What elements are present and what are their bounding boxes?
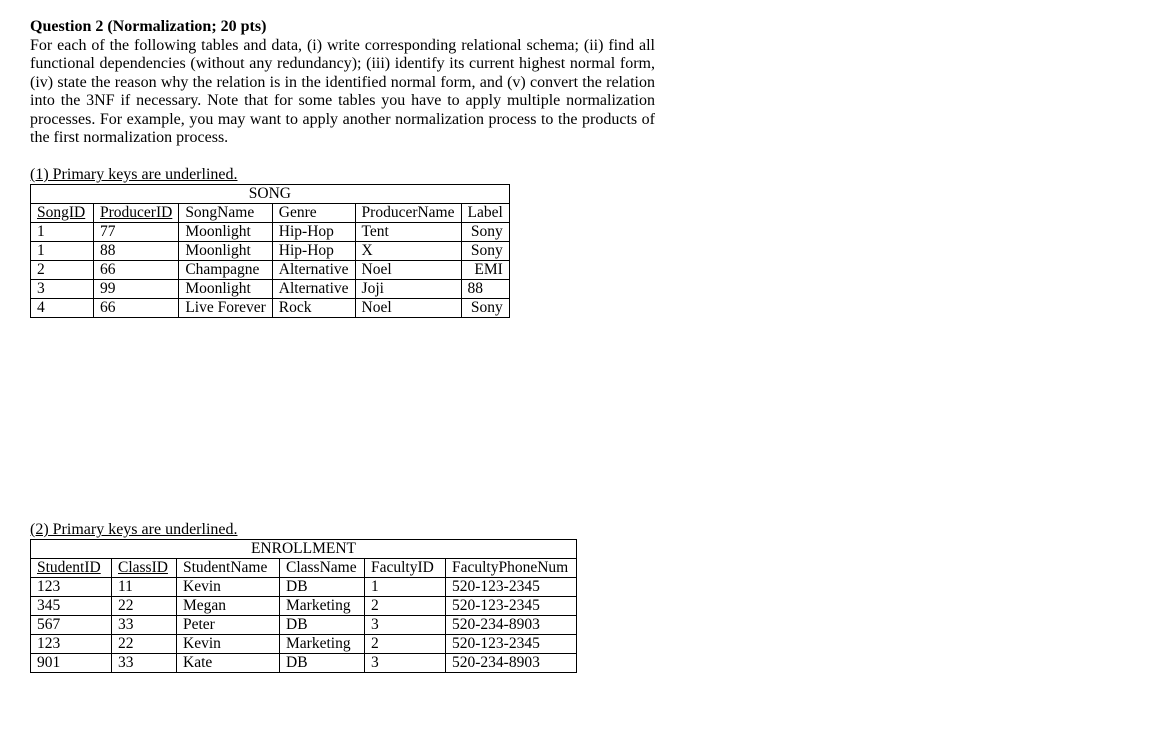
cell: 520-234-8903 xyxy=(446,654,577,673)
enrollment-col-classname: ClassName xyxy=(280,559,365,578)
cell: Noel xyxy=(355,299,461,318)
cell: 3 xyxy=(365,616,446,635)
enrollment-table xyxy=(30,539,577,673)
cell: Noel xyxy=(355,261,461,280)
cell: X xyxy=(355,242,461,261)
cell: 3 xyxy=(365,654,446,673)
cell: Kate xyxy=(177,654,280,673)
part1-heading xyxy=(30,166,237,184)
enrollment-col-facultyid: FacultyID xyxy=(365,559,446,578)
enrollment-col-studentname: StudentName xyxy=(177,559,280,578)
cell: 2 xyxy=(365,635,446,654)
table-row xyxy=(31,635,577,654)
cell: 99 xyxy=(94,280,179,299)
cell: 1 xyxy=(365,578,446,597)
cell: 3 xyxy=(31,280,94,299)
part2-heading-text: (2) Primary keys are underlined. xyxy=(30,521,238,538)
table-row xyxy=(31,616,577,635)
cell: 4 xyxy=(31,299,94,318)
cell: 520-123-2345 xyxy=(446,597,577,616)
enrollment-col-classid: ClassID xyxy=(112,559,177,578)
table-row xyxy=(31,299,510,318)
song-col-songid: SongID xyxy=(31,204,94,223)
song-col-label: Label xyxy=(461,204,509,223)
cell: Joji xyxy=(355,280,461,299)
cell: 33 xyxy=(112,654,177,673)
cell: 1 xyxy=(31,223,94,242)
table-row xyxy=(31,654,577,673)
cell: 520-123-2345 xyxy=(446,578,577,597)
cell: 88 xyxy=(461,280,509,299)
cell: 66 xyxy=(94,299,179,318)
cell: 11 xyxy=(112,578,177,597)
song-col-producerid: ProducerID xyxy=(94,204,179,223)
cell: Alternative xyxy=(272,280,355,299)
cell: Sony xyxy=(461,299,509,318)
table-row xyxy=(31,242,510,261)
enrollment-header-row xyxy=(31,559,577,578)
cell: Moonlight xyxy=(179,280,272,299)
cell: DB xyxy=(280,616,365,635)
cell: Tent xyxy=(355,223,461,242)
part1-heading-text: (1) Primary keys are underlined. xyxy=(30,166,238,183)
cell: 123 xyxy=(31,635,112,654)
cell: 88 xyxy=(94,242,179,261)
song-header-row xyxy=(31,204,510,223)
cell: Hip-Hop xyxy=(272,242,355,261)
cell: Megan xyxy=(177,597,280,616)
table-row xyxy=(31,261,510,280)
cell: Champagne xyxy=(179,261,272,280)
song-table xyxy=(30,184,510,318)
cell: Live Forever xyxy=(179,299,272,318)
song-table-name: SONG xyxy=(31,185,510,204)
song-col-genre: Genre xyxy=(272,204,355,223)
cell: 567 xyxy=(31,616,112,635)
cell: 2 xyxy=(365,597,446,616)
cell: Peter xyxy=(177,616,280,635)
cell: Hip-Hop xyxy=(272,223,355,242)
cell: Moonlight xyxy=(179,242,272,261)
table-row xyxy=(31,223,510,242)
enrollment-table-name: ENROLLMENT xyxy=(31,540,577,559)
cell: 77 xyxy=(94,223,179,242)
enrollment-col-studentid: StudentID xyxy=(31,559,112,578)
cell: 1 xyxy=(31,242,94,261)
question-instructions: For each of the following tables and data, (i) write corresponding relational schema; (ii) find all functional dependencies (without any redundancy); (iii) identify its current highest normal form, (iv) state the reason why the relation is in the identified normal form, and (v) convert the relation into the 3NF if necessary. Note that for some tables you have to apply multiple normalization processes. For example, you may want to apply another normalization process to the products of the first normalization process. xyxy=(30,37,655,147)
cell: 520-123-2345 xyxy=(446,635,577,654)
table-row xyxy=(31,578,577,597)
song-col-songname: SongName xyxy=(179,204,272,223)
table-row xyxy=(31,280,510,299)
cell: 22 xyxy=(112,597,177,616)
cell: 33 xyxy=(112,616,177,635)
cell: 901 xyxy=(31,654,112,673)
cell: Marketing xyxy=(280,597,365,616)
cell: 66 xyxy=(94,261,179,280)
cell: Rock xyxy=(272,299,355,318)
cell: DB xyxy=(280,654,365,673)
question-title: Question 2 (Normalization; 20 pts) xyxy=(30,18,267,35)
cell: 123 xyxy=(31,578,112,597)
cell: EMI xyxy=(461,261,509,280)
cell: 345 xyxy=(31,597,112,616)
cell: Sony xyxy=(461,223,509,242)
cell: DB xyxy=(280,578,365,597)
table-row xyxy=(31,597,577,616)
cell: Kevin xyxy=(177,578,280,597)
part2-heading xyxy=(30,521,237,539)
cell: 2 xyxy=(31,261,94,280)
song-col-producername: ProducerName xyxy=(355,204,461,223)
cell: Marketing xyxy=(280,635,365,654)
enrollment-col-facultyphonenum: FacultyPhoneNum xyxy=(446,559,577,578)
cell: Moonlight xyxy=(179,223,272,242)
cell: Alternative xyxy=(272,261,355,280)
cell: Kevin xyxy=(177,635,280,654)
cell: 520-234-8903 xyxy=(446,616,577,635)
cell: Sony xyxy=(461,242,509,261)
cell: 22 xyxy=(112,635,177,654)
